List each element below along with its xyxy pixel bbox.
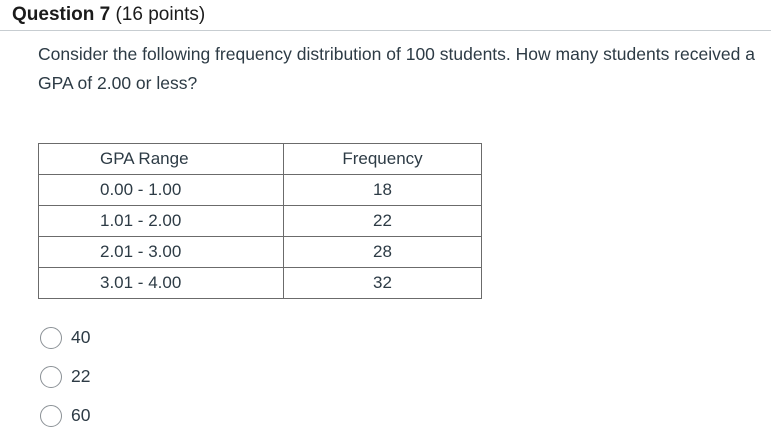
answer-options [40,318,90,435]
frequency-cell: 32 [283,268,481,299]
column-header-gpa-range: GPA Range [39,144,284,175]
answer-label[interactable]: 40 [71,327,91,347]
frequency-table [38,143,482,299]
frequency-cell: 18 [283,175,481,206]
table-row [39,268,482,299]
question-points: (16 points) [115,4,206,25]
table-row [39,175,482,206]
answer-option[interactable] [40,357,90,396]
radio-button[interactable] [40,405,62,427]
answer-option[interactable] [40,396,90,435]
table-header-row [39,144,482,175]
table-row [39,206,482,237]
gpa-range-cell: 0.00 - 1.00 [39,175,284,206]
answer-option[interactable] [40,318,90,357]
answer-label[interactable]: 22 [71,366,91,386]
frequency-cell: 28 [283,237,481,268]
header-divider [0,30,771,31]
question-title: Question 7 [12,4,111,25]
question-header [12,3,205,27]
question-text: Consider the following frequency distribution of 100 students. How many students received a GPA of 2.00 or less? [38,44,755,93]
column-header-frequency: Frequency [283,144,481,175]
radio-button[interactable] [40,327,62,349]
table-row [39,237,482,268]
gpa-range-cell: 1.01 - 2.00 [39,206,284,237]
gpa-range-cell: 2.01 - 3.00 [39,237,284,268]
answer-label[interactable]: 60 [71,405,91,425]
frequency-cell: 22 [283,206,481,237]
radio-button[interactable] [40,366,62,388]
gpa-range-cell: 3.01 - 4.00 [39,268,284,299]
